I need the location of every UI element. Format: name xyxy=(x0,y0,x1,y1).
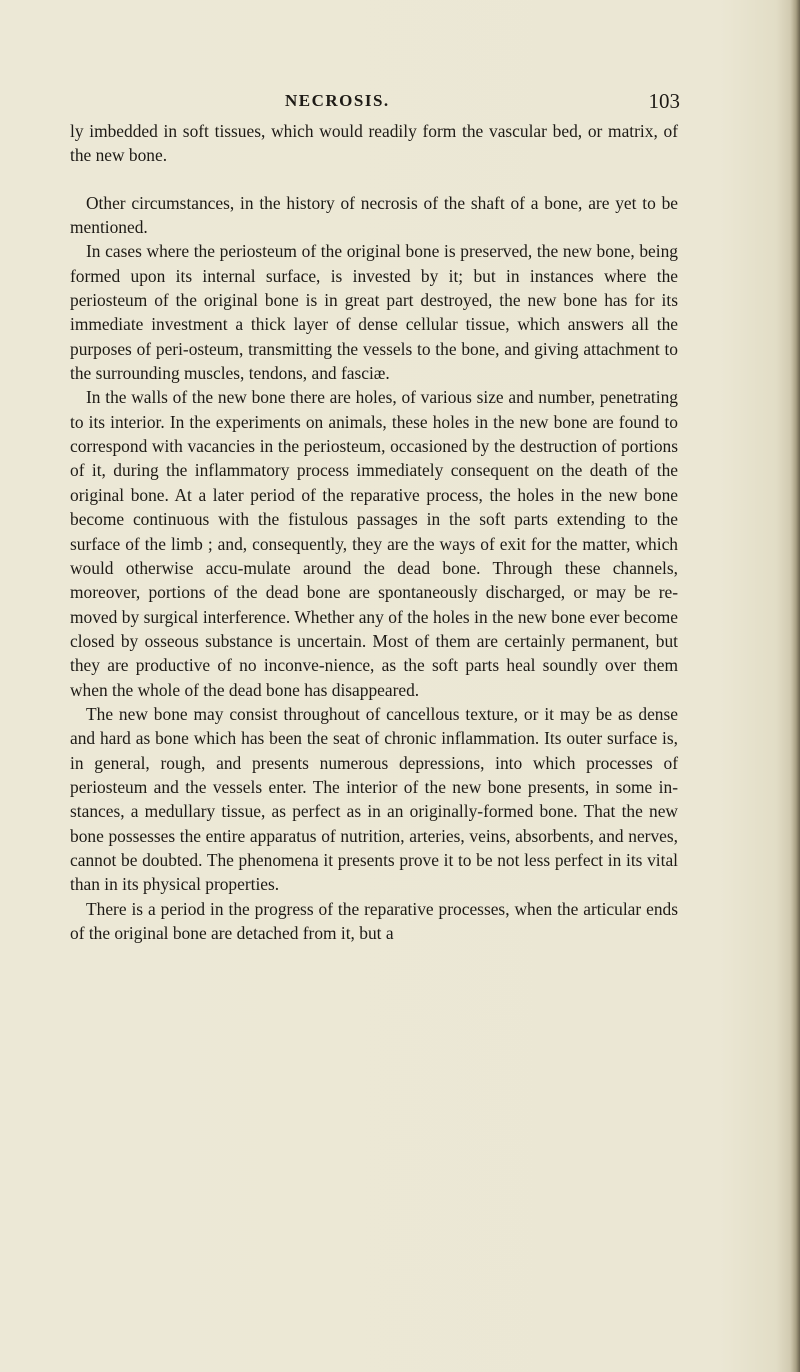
paragraph-4: In the walls of the new bone there are holes, of various size and number, penetrating to its interior. In the experiments on animals, these holes in the new bone are found to correspond with vacancies in the periosteum, occasioned by the destruction of portions of it, during the inflammatory process immediately consequent on the death of the original bone. At a later period of the reparative process, the holes in the new bone become continuous with the fistulous passages in the soft parts extending to the surface of the limb ; and, consequently, they are the ways of exit for the matter, which would otherwise accu-mulate around the dead bone. Through these channels, moreover, portions of the dead bone are spontaneously discharged, or may be re-moved by surgical interference. Whether any of the holes in the new bone ever become closed by osseous substance is uncertain. Most of them are certainly permanent, but they are productive of no inconve-nience, as the soft parts heal soundly over them when the whole of the dead bone has disappeared. xyxy=(70,387,678,700)
page-number: 103 xyxy=(648,89,680,113)
paragraph-2: Other circumstances, in the history of necrosis of the shaft of a bone, are yet to be mentioned. xyxy=(70,192,678,238)
body-text xyxy=(70,119,678,945)
paragraph-6: There is a period in the progress of the reparative processes, when the articular ends of the original bone are detached from it, but a xyxy=(70,898,678,943)
page-edge-shadow xyxy=(790,0,800,1372)
running-head xyxy=(285,89,680,119)
running-head-title: NECROSIS. xyxy=(285,91,390,110)
paragraph-3: In cases where the periosteum of the original bone is preserved, the new bone, being formed upon its internal surface, is invested by it; but in instances where the periosteum of the original bone is in great part destroyed, the new bone has for its immediate investment a thick layer of dense cellular tissue, which answers all the purposes of peri-osteum, transmitting the vessels to the bone, and giving attachment to the surrounding muscles, tendons, and fasciæ. xyxy=(70,241,678,384)
paragraph-1: ly imbedded in soft tissues, which would readily form the vascular bed, or matrix, of the new bone. xyxy=(70,121,678,166)
paragraph-5: The new bone may consist throughout of cancellous texture, or it may be as dense and hard as bone which has been the seat of chronic inflammation. Its outer surface is, in general, rough, and presents numerous depressions, into which processes of periosteum and the vessels enter. The interior of the new bone presents, in some in-stances, a medullary tissue, as perfect as in an originally-formed bone. That the new bone possesses the entire apparatus of nutrition, arteries, veins, absorbents, and nerves, cannot be doubted. The phenomena it presents prove it to be not less perfect in its vital than in its physical properties. xyxy=(70,703,678,895)
